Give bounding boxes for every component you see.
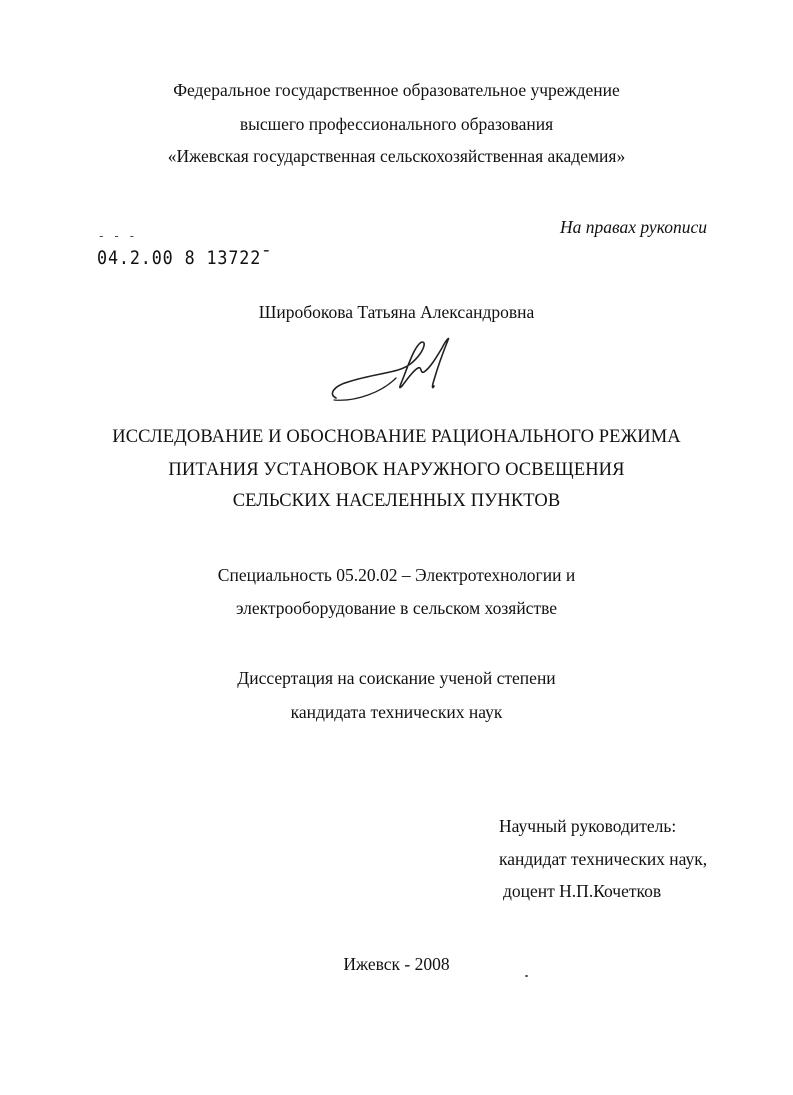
title-line-2: ПИТАНИЯ УСТАНОВОК НАРУЖНОГО ОСВЕЩЕНИЯ bbox=[168, 460, 625, 480]
institution-line-3: «Ижевская государственная сельскохозяйственная академия» bbox=[167, 146, 626, 166]
scan-speck bbox=[525, 975, 528, 977]
supervisor-line-1: Научный руководитель: bbox=[499, 816, 677, 836]
specialty-line-1: Специальность 05.20.02 – Электротехнологии и bbox=[217, 565, 576, 585]
supervisor-line-3: доцент Н.П.Кочетков bbox=[503, 881, 662, 901]
specialty-line-2: электрооборудование в сельском хозяйстве bbox=[235, 598, 558, 618]
city-year: Ижевск - 2008 bbox=[343, 954, 450, 974]
dissertation-line-2: кандидата технических наук bbox=[290, 702, 503, 722]
signature bbox=[326, 330, 466, 410]
title-line-1: ИССЛЕДОВАНИЕ И ОБОСНОВАНИЕ РАЦИОНАЛЬНОГО РЕЖИМА bbox=[112, 427, 681, 447]
manuscript-note: На правах рукописи bbox=[560, 217, 707, 237]
institution-line-1: Федеральное государственное образовательное учреждение bbox=[173, 80, 620, 100]
registry-code-marks: ˉ ˉ ˉ bbox=[98, 234, 137, 247]
title-line-3: СЕЛЬСКИХ НАСЕЛЕННЫХ ПУНКТОВ bbox=[232, 491, 561, 511]
institution-line-2: высшего профессионального образования bbox=[239, 114, 554, 134]
supervisor-line-2: кандидат технических наук, bbox=[499, 849, 708, 869]
dissertation-line-1: Диссертация на соискание ученой степени bbox=[237, 668, 556, 688]
code-dash: ˉ bbox=[261, 247, 273, 269]
registry-code: 04.2.00 8 13722ˉ bbox=[97, 247, 273, 269]
author-name: Широбокова Татьяна Александровна bbox=[258, 302, 535, 322]
